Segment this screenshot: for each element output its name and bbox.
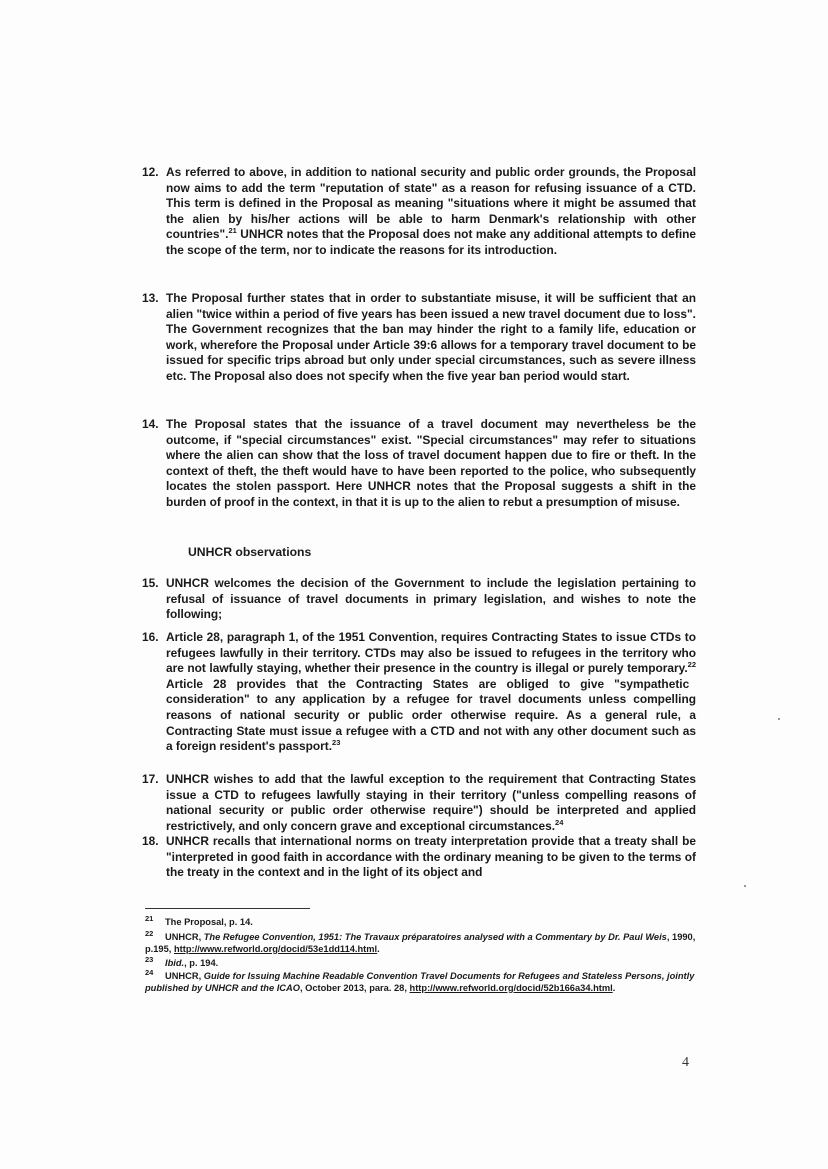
paragraph-16 — [142, 630, 696, 755]
paragraph-text: UNHCR wishes to add that the lawful exception to the requirement that Contracting States issue a CTD to refugees lawfully staying in their territory ("unless compelling reasons of national security or public order otherwise require") should be interpreted and applied restrictively, and only concern grave and exceptional circumstances. — [166, 772, 696, 833]
paragraph-number: 15. — [142, 576, 159, 590]
footnote-title: Guide for Issuing Machine Readable Convention Travel Documents for Refugees and Stateless Persons, jointly published by UNHCR and the ICAO — [145, 971, 695, 993]
paragraph-text-continued: Article 28 provides that the Contracting States are obliged to give "sympathetic consideration" to any application by a refugee for travel documents unless compelling reasons of national security or public order otherwise require. As a general rule, a Contracting State must issue a refugee with a CTD and not with any other document such as a foreign resident's passport. — [166, 676, 696, 754]
footnote-link[interactable]: http://www.refworld.org/docid/53e1dd114.html — [173, 943, 378, 954]
footnote-22: $^{22}$ UNHCR, The Refugee Convention, 1951: The Travaux préparatoires analysed with a Commentary by Dr. Paul Weis, 1990, p.195, http://www.refworld.org/docid/53e1dd114.html. — [145, 928, 696, 954]
paragraph-text: As referred to above, in addition to national security and public order grounds, the Proposal now aims to add the term "reputation of state" as a reason for refusing issuance of a CTD. This term is defined in the Proposal as meaning "situations where it might be assumed that the alien by his/her actions will be able to harm Denmark's relationship with other countries". — [166, 165, 696, 242]
footnote-ref[interactable]: 23 — [332, 738, 341, 748]
paragraph-13 — [142, 291, 696, 385]
page-number: 4 — [682, 1055, 689, 1070]
paragraph-number: 13. — [142, 291, 159, 305]
footnote-ref[interactable]: 21 — [228, 226, 237, 236]
footnote-text: , p. 194. — [184, 958, 219, 968]
paragraph-text: Article 28, paragraph 1, of the 1951 Convention, requires Contracting States to issue CTDs to refugees lawfully in their territory. CTDs may also be issued to refugees in the territory who are not lawfully staying, whether their presence in the country is illegal or purely temporary. — [166, 630, 696, 676]
paragraph-text: The Proposal further states that in order to substantiate misuse, it will be sufficient that an alien "twice within a period of five years has been issued a new travel document due to loss". The Government recognizes that the ban may hinder the right to a family life, education or work, wherefore the Proposal under Article 39:6 allows for a temporary travel document to be issued for specific trips abroad but only under special circumstances, such as severe illness etc. The Proposal also does not specify when the five year ban period would start. — [166, 291, 696, 383]
footnote-title: Ibid. — [165, 958, 185, 968]
footnote-23: $^{23}$ Ibid., p. 194. — [145, 954, 219, 968]
paragraph-text: The Proposal states that the issuance of a travel document may nevertheless be the outcome, if "special circumstances" exist. "Special circumstances" may refer to situations where the alien can show that the loss of travel document happen due to fire or theft. In the context of theft, the theft would have to have been reported to the police, who subsequently locates the stolen passport. Here UNHCR notes that the Proposal suggests a shift in the burden of proof in the context, in that it is up to the alien to rebut a presumption of misuse. — [166, 417, 696, 509]
paragraph-14 — [142, 417, 696, 511]
paragraph-number: 12. — [142, 165, 159, 179]
footnote-21: $^{21}$ The Proposal, p. 14. — [145, 913, 253, 927]
paragraph-18 — [142, 834, 696, 881]
footnote-text: , October 2013, para. 28, — [299, 982, 410, 993]
paragraph-text: UNHCR welcomes the decision of the Government to include the legislation pertaining to refusal of issuance of travel documents in primary legislation, and wishes to note the following; — [166, 576, 696, 622]
footnote-text: , 1990, p.195, — [145, 932, 696, 954]
footnote-24: $^{24}$ UNHCR, Guide for Issuing Machine Readable Convention Travel Documents for Refugees and Stateless Persons, jointly published by UNHCR and the ICAO, October 2013, para. 28, http://www.refworld.org/docid/52b166a34.html. — [145, 967, 695, 993]
paragraph-number: 18. — [142, 834, 159, 848]
paragraph-number: 17. — [142, 772, 159, 786]
scan-speck — [778, 718, 780, 720]
footnote-text: UNHCR, — [165, 971, 204, 981]
footnote-separator — [145, 908, 310, 909]
section-heading: UNHCR observations — [188, 545, 312, 559]
paragraph-12 — [142, 165, 696, 259]
footnote-ref[interactable]: 22 — [687, 660, 696, 670]
paragraph-text-continued: UNHCR notes that the Proposal does not make any additional attempts to define the scope of the term, nor to indicate the reasons for its introduction. — [166, 227, 696, 257]
footnote-link[interactable]: http://www.refworld.org/docid/52b166a34.html — [409, 982, 613, 993]
paragraph-17 — [142, 772, 696, 834]
footnote-text: The Proposal, p. 14. — [165, 917, 253, 927]
scan-speck — [744, 885, 746, 887]
footnote-title: The Refugee Convention, 1951: The Travaux préparatoires analysed with a Commentary by Dr. Paul Weis — [203, 932, 667, 942]
footnote-text: UNHCR, — [165, 932, 204, 942]
footnote-ref[interactable]: 24 — [555, 817, 564, 827]
paragraph-15 — [142, 576, 696, 623]
paragraph-text: UNHCR recalls that international norms on treaty interpretation provide that a treaty shall be "interpreted in good faith in accordance with the ordinary meaning to be given to the terms of the treaty in the context and in the light of its object and — [166, 834, 696, 880]
paragraph-number: 14. — [142, 417, 159, 431]
footnote-text-end: . — [377, 943, 380, 954]
paragraph-number: 16. — [142, 630, 159, 644]
footnote-text-end: . — [612, 982, 616, 993]
